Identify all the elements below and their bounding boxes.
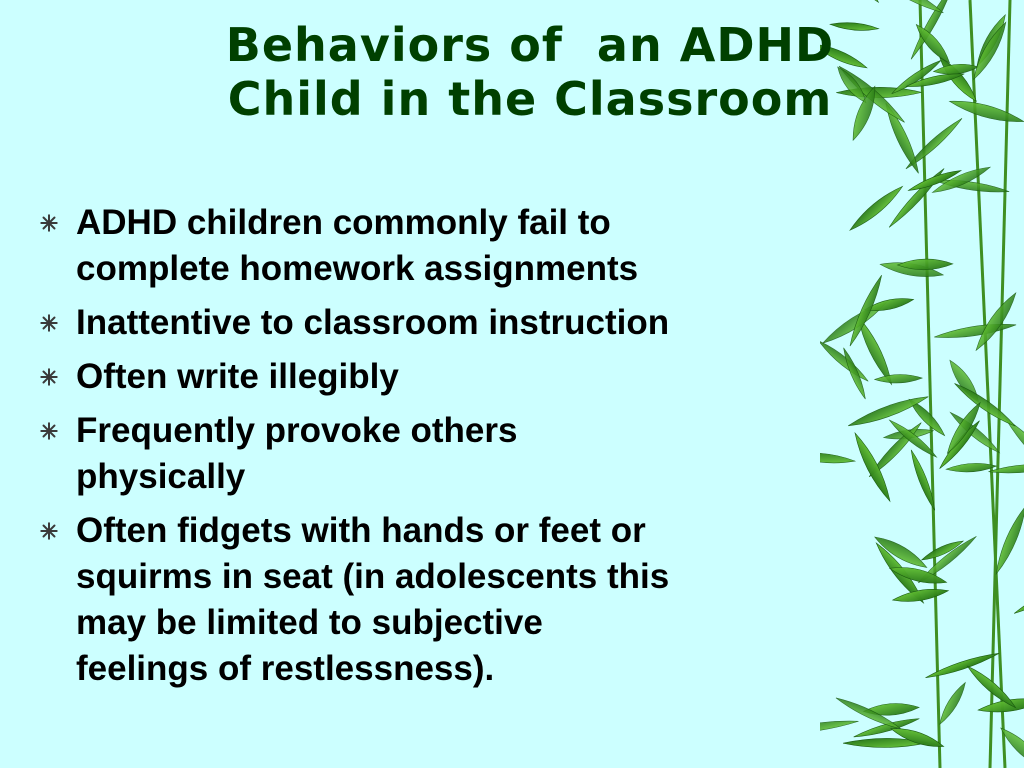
bullet-item [38, 508, 858, 692]
bullet-text-line: Frequently provoke others [76, 411, 518, 450]
bullet-text-line: physically [76, 457, 246, 496]
bullet-text-line: complete homework assignments [76, 249, 639, 288]
bullet-text-line: feelings of restlessness). [76, 649, 495, 688]
bullet-list [38, 200, 858, 700]
asterisk-bullet-icon [38, 520, 60, 542]
bullet-item [38, 354, 858, 400]
asterisk-bullet-icon [38, 212, 60, 234]
bullet-item [38, 300, 858, 346]
asterisk-bullet-icon [38, 366, 60, 388]
asterisk-bullet-icon [38, 420, 60, 442]
bullet-item [38, 408, 858, 500]
slide-title [130, 18, 930, 126]
slide-title-line: Behaviors of an ADHD [225, 18, 835, 72]
slide-title-line: Child in the Classroom [227, 72, 833, 126]
bullet-text-line: Inattentive to classroom instruction [76, 303, 670, 342]
bullet-text-line: may be limited to subjective [76, 603, 543, 642]
bullet-text-line: Often fidgets with hands or feet or [76, 511, 646, 550]
bullet-text-line: Often write illegibly [76, 357, 399, 396]
asterisk-bullet-icon [38, 312, 60, 334]
bullet-item [38, 200, 858, 292]
bullet-text-line: squirms in seat (in adolescents this [76, 557, 670, 596]
bullet-text-line: ADHD children commonly fail to [76, 203, 611, 242]
